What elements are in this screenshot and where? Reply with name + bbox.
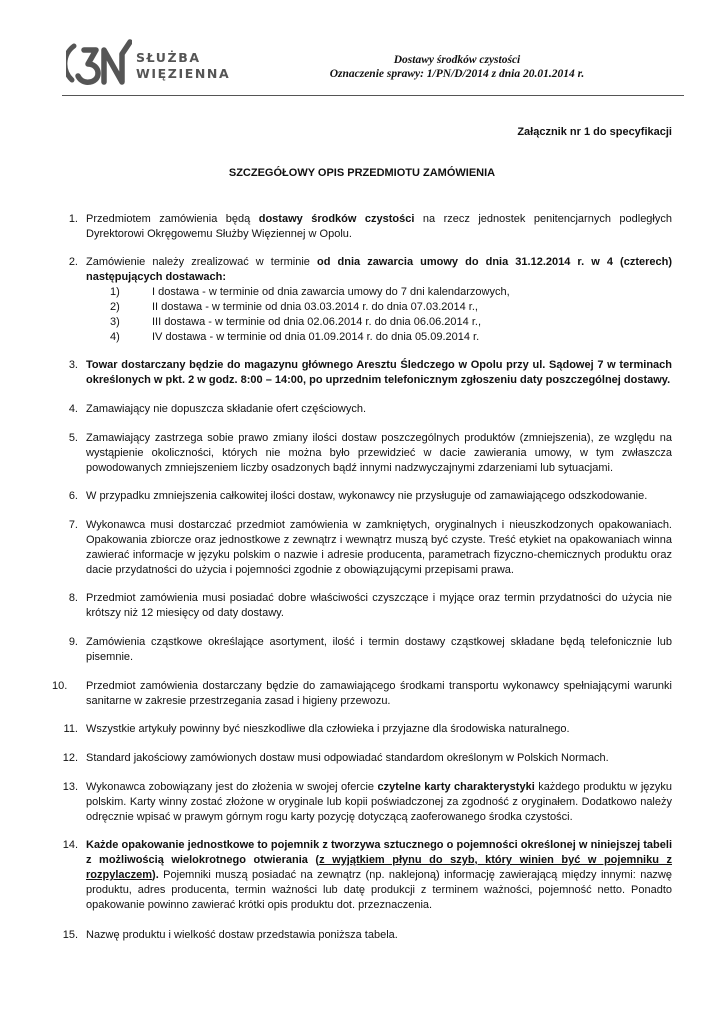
list-item: 2. Zamówienie należy zrealizować w terminie od dnia zawarcia umowy do dnia 31.12.2014 r. w 4 (czterech) następujących dostawach: 1) I dostawa - w terminie od dnia zawarcia umowy do 7 dni kalendarzowych, 2) II dostawa - w terminie od dnia 03.03.2014 r. do dnia 07.03.2014 r., 3) III dostawa - w terminie od dnia 02.06.2014 r. do dnia 06.06.2014 r., 4) IV dostawa - w terminie od dnia 01.09.2014 r. do dnia 05.09.2014 r. [86, 255, 672, 345]
item-number: 2. [68, 256, 78, 268]
sluzba-wiezienna-logo [66, 36, 231, 96]
list-item: 1. Przedmiotem zamówienia będą dostawy środków czystości na rzecz jednostek penitencjarnych podległych Dyrektorowi Okręgowemu Służby Więziennej w Opolu. [86, 212, 672, 242]
list-item: 3. Towar dostarczany będzie do magazynu głównego Aresztu Śledczego w Opolu przy ul. Sądowej 7 w terminach określonych w pkt. 2 w godz. 8:00 – 14:00, po uprzednim telefonicznym zgłoszeniu daty poszczególnej dostawy. [86, 358, 672, 388]
item-number: 1. [68, 213, 78, 225]
list-item: 13. Wykonawca zobowiązany jest do złożenia w swojej ofercie czytelne karty charakterystyki każdego produktu w języku polskim. Karty winny zostać złożone w oryginale lub kopii poświadczonej za zgodność z oryginałem. Dodatkowo należy odręcznie wpisać w prawym górnym rogu karty pozycję dotyczącą zaoferowanego środka czystości. [86, 780, 672, 825]
item-number: 8. [68, 592, 78, 604]
list-item: 5. Zamawiający zastrzega sobie prawo zmiany ilości dostaw poszczególnych produktów (zmniejszenia), ze względu na wystąpienie okoliczności, których nie można było przewidzieć w dacie zawierania umowy, w tym zwłaszcza powodowanych zmniejszeniem liczby osadzonych bądź innymi nadzwyczajnymi zdarzeniami lub sytuacjami. [86, 431, 672, 476]
item-number: 9. [68, 636, 78, 648]
item-number: 12. [62, 752, 78, 764]
sub-list-item: 4) IV dostawa - w terminie od dnia 01.09.2014 r. do dnia 05.09.2014 r. [110, 331, 480, 343]
header-title: Dostawy środków czystości [393, 54, 521, 66]
list-item: 14. Każde opakowanie jednostkowe to pojemnik z tworzywa sztucznego o pojemności określonej w niniejszej tabeli z możliwością wielokrotnego otwierania (z wyjątkiem płynu do szyb, który winien być w pojemniku z rozpylaczem). Pojemniki muszą posiadać na zewnątrz (np. naklejoną) informację zawierającą między innymi: nazwę produktu, adres producenta, termin ważności lub datę produkcji z terminem ważności, pojemność netto. Ponadto opakowanie powinno zawierać krótki opis produktu dot. przeznaczenia. [86, 838, 672, 913]
header-case-number: Oznaczenie sprawy: 1/PN/D/2014 z dnia 20.01.2014 r. [329, 68, 585, 80]
list-item: 12. Standard jakościowy zamówionych dostaw musi odpowiadać standardom określonym w Polskich Normach. [86, 751, 672, 766]
item-number: 14. [62, 839, 78, 851]
item-number: 4. [68, 403, 78, 415]
list-item: 4. Zamawiający nie dopuszcza składanie ofert częściowych. [86, 402, 672, 417]
list-item: 10. Przedmiot zamówienia dostarczany będzie do zamawiającego środkami transportu wykonawcy spełniającymi warunki sanitarne w zakresie przestrzegania zasad i higieny przewozu. [52, 680, 672, 707]
item-number: 5. [68, 432, 78, 444]
logo-emblem-icon [66, 36, 132, 96]
item-number: 3. [68, 359, 78, 371]
header-divider [62, 95, 684, 96]
list-item: 9. Zamówienia cząstkowe określające asortyment, ilość i termin dostawy cząstkowej składane będą telefonicznie lub pisemnie. [86, 635, 672, 665]
list-item: 11. Wszystkie artykuły powinny być nieszkodliwe dla człowieka i przyjazne dla środowiska naturalnego. [86, 722, 672, 737]
list-item: 7. Wykonawca musi dostarczać przedmiot zamówienia w zamkniętych, oryginalnych i nieuszkodzonych opakowaniach. Opakowania zbiorcze oraz jednostkowe z zewnątrz i wewnątrz muszą być czyste. Treść etykiet na opakowaniach winna zawierać informacje w języku polskim o nazwie i adresie producenta, parametrach fizyczno-chemicznych produktu oraz dacie przydatności do użycia i pojemności zgodnie z obowiązującymi przepisami prawa. [86, 518, 672, 578]
logo-line-1: SŁUŻBA [136, 50, 201, 65]
annex-label: Załącznik nr 1 do specyfikacji [517, 126, 672, 138]
list-item: 15. Nazwę produktu i wielkość dostaw przedstawia poniższa tabela. [86, 928, 672, 943]
item-number: 6. [68, 490, 78, 502]
sub-list-item: 1) I dostawa - w terminie od dnia zawarcia umowy do 7 dni kalendarzowych, [110, 286, 510, 298]
item-number: 10. [52, 680, 68, 692]
document-title: SZCZEGÓŁOWY OPIS PRZEDMIOTU ZAMÓWIENIA [228, 167, 496, 179]
logo-line-2: WIĘZIENNA [136, 66, 231, 81]
item-number: 13. [62, 781, 78, 793]
list-item: 6. W przypadku zmniejszenia całkowitej ilości dostaw, wykonawcy nie przysługuje od zamawiającego odszkodowanie. [86, 489, 672, 504]
item-number: 15. [62, 929, 78, 941]
item-number: 11. [63, 723, 78, 735]
sub-list-item: 2) II dostawa - w terminie od dnia 03.03.2014 r. do dnia 07.03.2014 r., [110, 301, 478, 313]
list-item: 8. Przedmiot zamówienia musi posiadać dobre właściwości czyszczące i myjące oraz termin przydatności do użycia nie krótszy niż 12 miesięcy od daty dostawy. [86, 591, 672, 621]
sub-list-item: 3) III dostawa - w terminie od dnia 02.06.2014 r. do dnia 06.06.2014 r., [110, 316, 481, 328]
item-number: 7. [68, 519, 78, 531]
